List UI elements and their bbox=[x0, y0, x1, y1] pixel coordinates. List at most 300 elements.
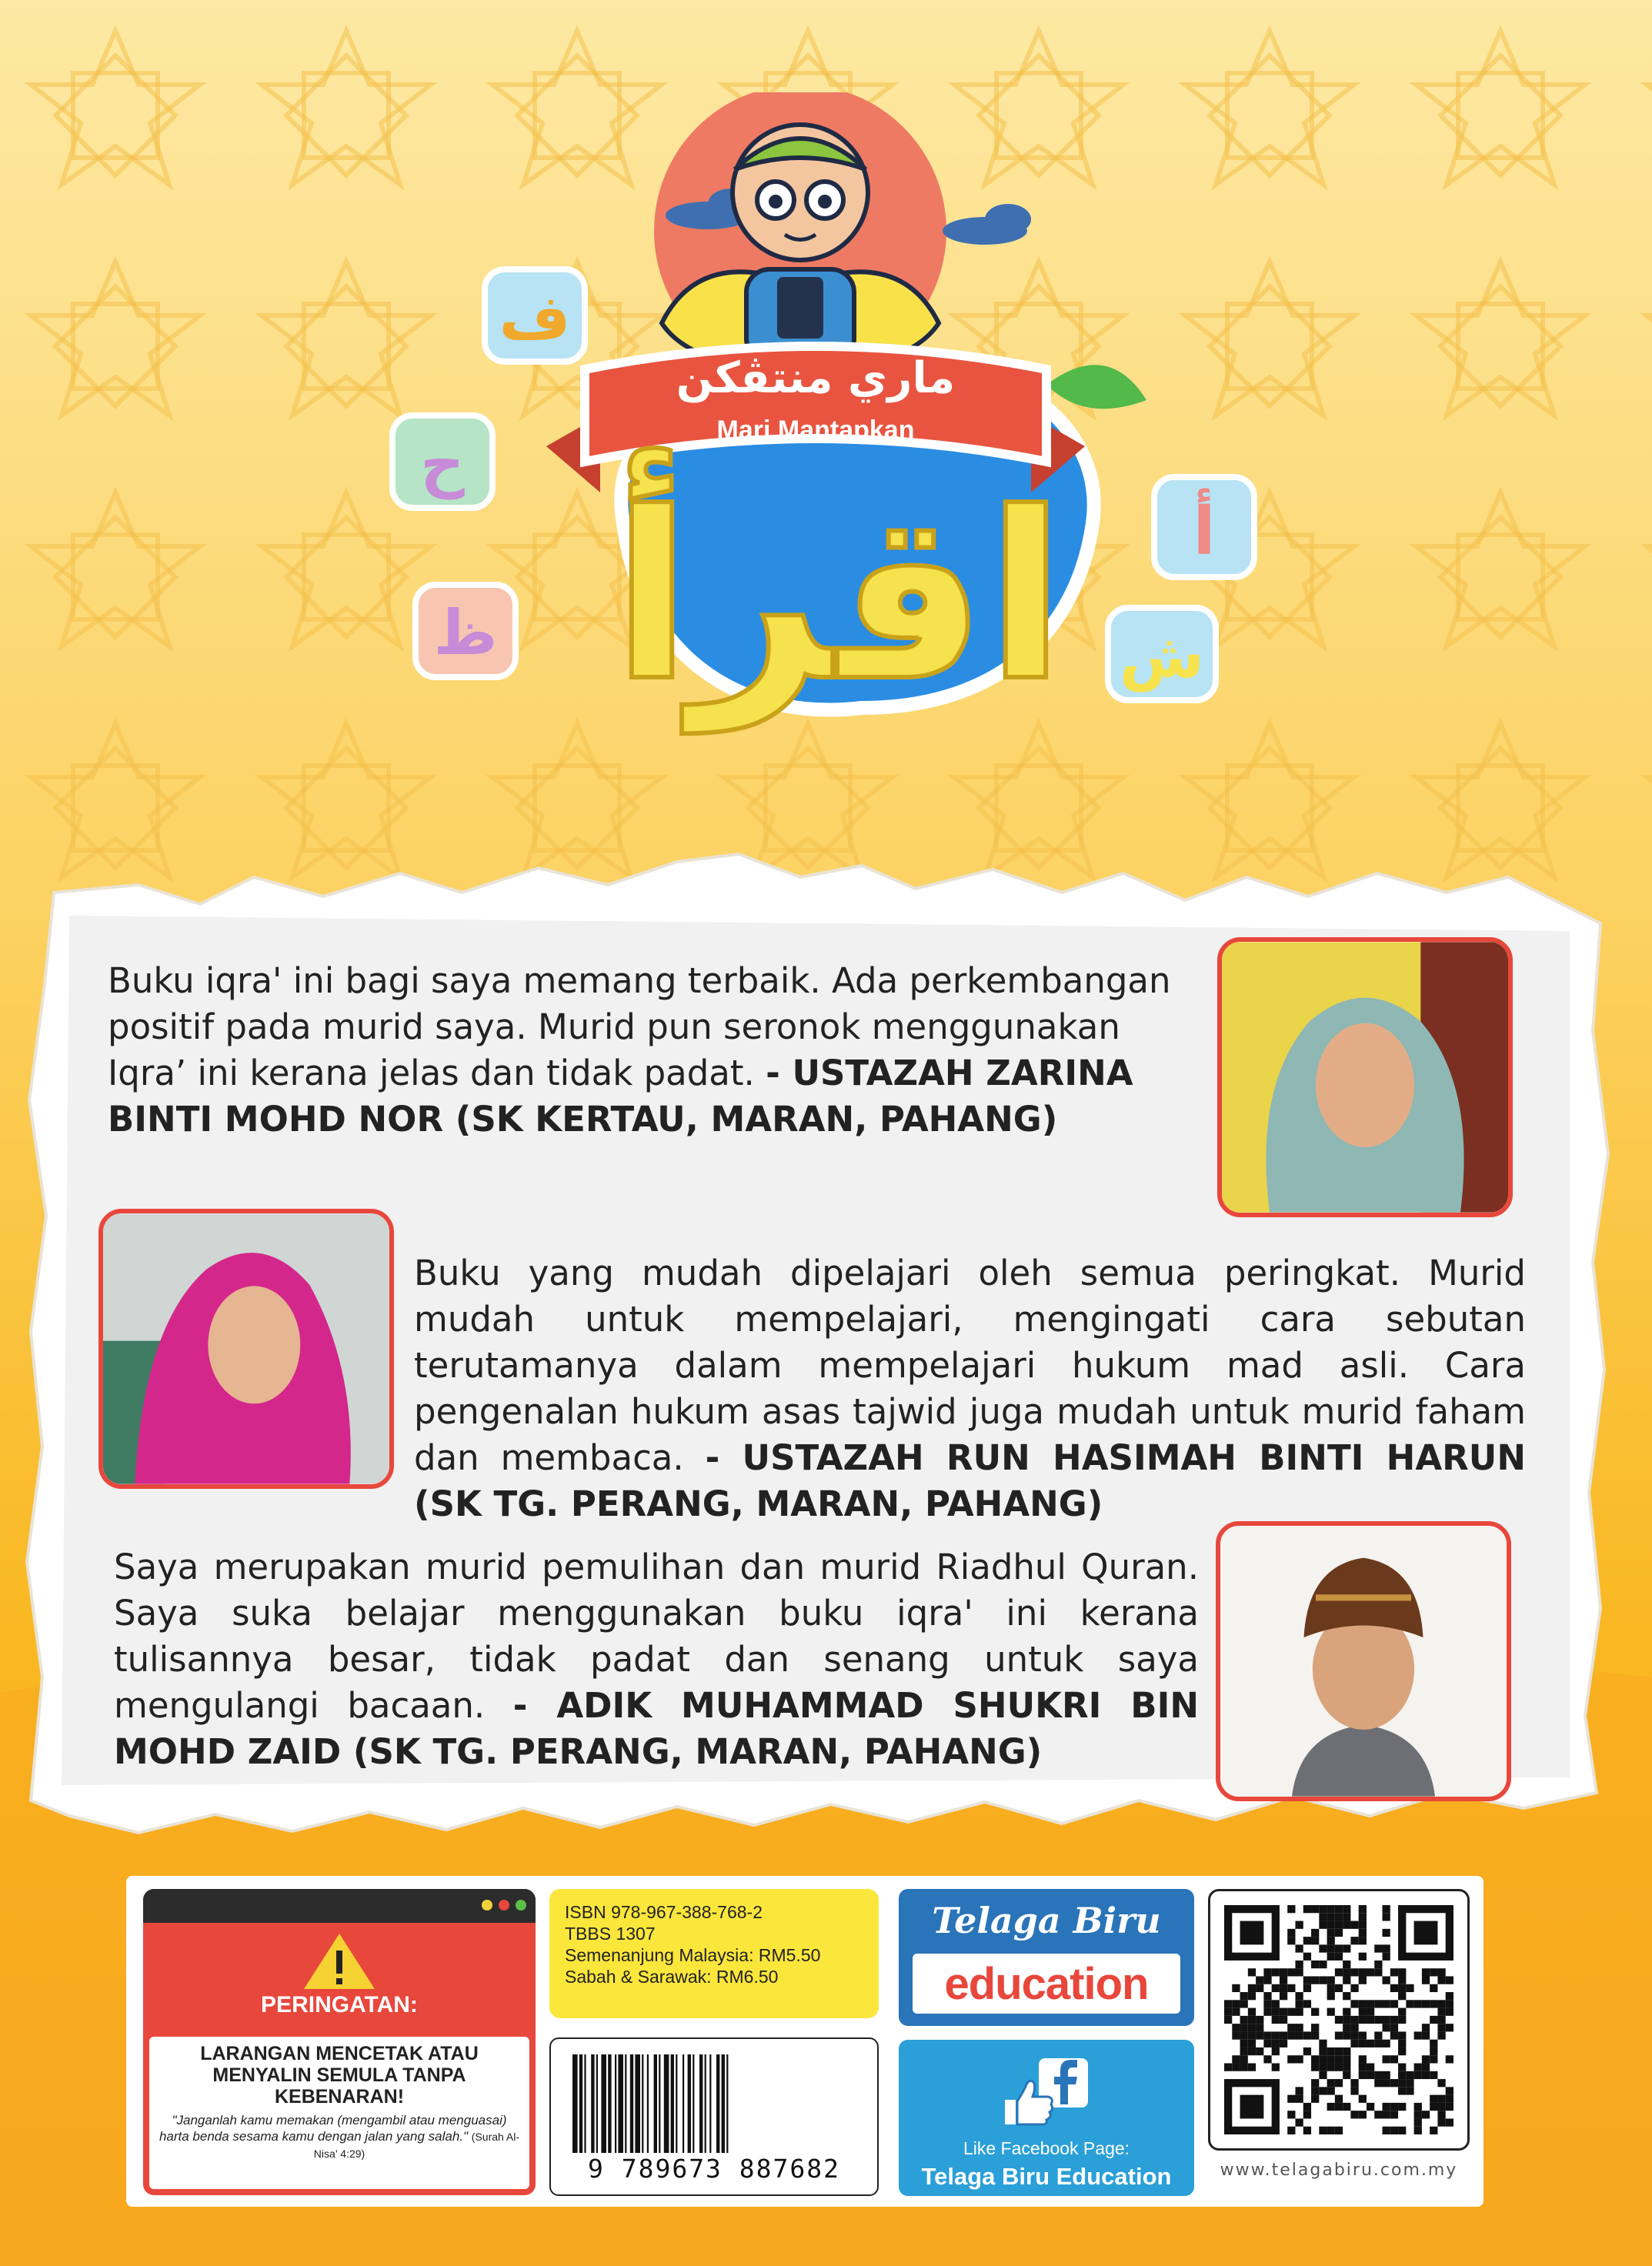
qr-module bbox=[1311, 2024, 1319, 2031]
qr-module bbox=[1232, 2024, 1240, 2031]
qr-module bbox=[1383, 2016, 1390, 2024]
testimonial-2-text: Buku yang mudah dipelajari oleh semua peringkat. Murid mudah untuk mempelajari, mengingati cara sebutan terutamanya dalam mempelajari hukum mad asli. Cara pengenalan hukum asas tajwid juga mudah untuk murid faham dan membaca. bbox=[414, 1253, 1526, 1478]
qr-module bbox=[1311, 1937, 1319, 1944]
barcode-bar bbox=[596, 2054, 598, 2153]
qr-module bbox=[1437, 2118, 1445, 2126]
qr-module bbox=[1248, 1968, 1256, 1976]
qr-module bbox=[1335, 1944, 1343, 1952]
qr-module bbox=[1263, 2055, 1271, 2063]
qr-module bbox=[1232, 2008, 1240, 2016]
qr-module bbox=[1287, 2111, 1295, 2118]
qr-module bbox=[1383, 1913, 1390, 1921]
warning-title: PERINGATAN: bbox=[261, 1992, 418, 2017]
qr-module bbox=[1287, 1968, 1295, 1976]
qr-module bbox=[1367, 2000, 1374, 2007]
qr-module bbox=[1327, 1984, 1335, 1992]
warning-window-bar bbox=[143, 1889, 536, 1923]
qr-module bbox=[1390, 2111, 1398, 2118]
warning-quote-text: "Janganlah kamu memakan (mengambil atau menguasai) harta benda sesama kamu dengan jalan yang salah." bbox=[159, 2113, 507, 2144]
qr-module bbox=[1240, 2055, 1248, 2063]
qr-module bbox=[1240, 2064, 1248, 2071]
barcode-bar bbox=[688, 2054, 691, 2153]
testimonial-1-photo bbox=[1217, 937, 1513, 1217]
qr-module bbox=[1319, 2087, 1327, 2094]
qr-module bbox=[1232, 2000, 1240, 2007]
qr-module bbox=[1311, 2079, 1319, 2087]
qr-module bbox=[1311, 2055, 1319, 2063]
warning-box bbox=[143, 1889, 536, 2195]
qr-module bbox=[1327, 2047, 1335, 2055]
qr-module bbox=[1319, 1905, 1327, 1913]
qr-module bbox=[1295, 1921, 1303, 1929]
barcode-bar bbox=[608, 2054, 611, 2153]
qr-module bbox=[1343, 1921, 1350, 1929]
qr-module bbox=[1272, 1968, 1280, 1976]
qr-module bbox=[1327, 1937, 1335, 1944]
qr-module bbox=[1295, 2024, 1303, 2031]
qr-module bbox=[1287, 2008, 1295, 2016]
qr-module bbox=[1390, 1968, 1398, 1976]
qr-module bbox=[1272, 2040, 1280, 2047]
warning-quote bbox=[149, 2112, 529, 2162]
qr-module bbox=[1414, 2064, 1422, 2071]
qr-module bbox=[1374, 1944, 1382, 1952]
qr-module bbox=[1359, 2095, 1367, 2103]
qr-module bbox=[1359, 2016, 1367, 2024]
qr-module bbox=[1224, 2000, 1232, 2007]
qr-module bbox=[1343, 1961, 1350, 1968]
qr-module bbox=[1367, 2008, 1374, 2016]
qr-module bbox=[1256, 2016, 1263, 2024]
qr-module bbox=[1350, 2000, 1358, 2007]
product-code: TBBS 1307 bbox=[565, 1924, 656, 1944]
qr-module bbox=[1263, 2000, 1271, 2007]
qr-module bbox=[1350, 2016, 1358, 2024]
qr-module bbox=[1437, 2031, 1445, 2039]
qr-module bbox=[1327, 2008, 1335, 2016]
qr-module bbox=[1287, 1984, 1295, 1992]
iqra-logo-illustration bbox=[369, 92, 1277, 893]
qr-module bbox=[1248, 2024, 1256, 2031]
qr-module bbox=[1374, 2111, 1382, 2118]
qr-module bbox=[1437, 2079, 1445, 2087]
qr-module bbox=[1343, 2016, 1350, 2024]
qr-module bbox=[1232, 2064, 1240, 2071]
qr-module bbox=[1343, 2047, 1350, 2055]
qr-module bbox=[1280, 2040, 1287, 2047]
qr-module bbox=[1350, 1937, 1358, 1944]
qr-module bbox=[1383, 2040, 1390, 2047]
qr-module bbox=[1311, 2031, 1319, 2039]
qr-module bbox=[1327, 2079, 1335, 2087]
barcode-bar bbox=[630, 2054, 633, 2153]
warning-body bbox=[149, 2037, 529, 2189]
qr-module bbox=[1398, 2040, 1406, 2047]
qr-module bbox=[1319, 2127, 1327, 2134]
qr-module bbox=[1327, 2127, 1335, 2134]
qr-module bbox=[1319, 2055, 1327, 2063]
qr-module bbox=[1383, 1929, 1390, 1937]
qr-module bbox=[1327, 1992, 1335, 2000]
qr-module bbox=[1280, 1984, 1287, 1992]
qr-module bbox=[1430, 2095, 1437, 2103]
qr-module bbox=[1240, 2047, 1248, 2055]
qr-module bbox=[1263, 2040, 1271, 2047]
qr-module bbox=[1383, 2127, 1390, 2134]
qr-module bbox=[1343, 2008, 1350, 2016]
barcode-bar bbox=[615, 2054, 616, 2153]
qr-module bbox=[1437, 2024, 1445, 2031]
svg-text:ش: ش bbox=[1119, 620, 1205, 692]
qr-module bbox=[1319, 2040, 1327, 2047]
qr-module bbox=[1390, 2031, 1398, 2039]
barcode-bar bbox=[726, 2054, 728, 2153]
qr-module bbox=[1327, 1953, 1335, 1961]
qr-module bbox=[1422, 2024, 1430, 2031]
qr-module bbox=[1287, 1905, 1295, 1913]
qr-module bbox=[1437, 2103, 1445, 2111]
qr-module bbox=[1422, 2071, 1430, 2079]
qr-module bbox=[1256, 1984, 1263, 1992]
qr-code[interactable] bbox=[1208, 1889, 1470, 2151]
qr-module bbox=[1248, 1992, 1256, 2000]
barcode-bar bbox=[671, 2054, 674, 2153]
qr-module bbox=[1240, 2040, 1248, 2047]
qr-module bbox=[1398, 2047, 1406, 2055]
qr-module bbox=[1383, 2111, 1390, 2118]
qr-module bbox=[1263, 1976, 1271, 1984]
qr-module bbox=[1319, 1913, 1327, 1921]
qr-module bbox=[1398, 1968, 1406, 1976]
qr-module bbox=[1350, 2031, 1358, 2039]
qr-module bbox=[1430, 2000, 1437, 2007]
qr-module bbox=[1335, 2079, 1343, 2087]
isbn-number: ISBN 978-967-388-768-2 bbox=[565, 1902, 763, 1922]
qr-module bbox=[1446, 1992, 1453, 2000]
qr-module bbox=[1280, 1976, 1287, 1984]
qr-module bbox=[1350, 1921, 1358, 1929]
qr-module bbox=[1263, 1968, 1271, 1976]
qr-module bbox=[1343, 1976, 1350, 1984]
qr-module bbox=[1295, 2087, 1303, 2094]
qr-module bbox=[1256, 2024, 1263, 2031]
qr-module bbox=[1437, 2000, 1445, 2007]
barcode-bar bbox=[584, 2054, 586, 2153]
letter-bubble-shin bbox=[1108, 608, 1216, 700]
facebook-page-name[interactable]: Telaga Biru Education bbox=[921, 2163, 1172, 2190]
barcode-bar bbox=[642, 2054, 643, 2153]
barcode-bar bbox=[618, 2054, 623, 2153]
qr-module bbox=[1446, 2024, 1453, 2031]
qr-module bbox=[1335, 2047, 1343, 2055]
qr-module bbox=[1422, 1976, 1430, 1984]
qr-module bbox=[1437, 1968, 1445, 1976]
qr-module bbox=[1263, 1992, 1271, 2000]
barcode-bar bbox=[664, 2054, 669, 2153]
qr-module bbox=[1406, 2000, 1413, 2007]
qr-module bbox=[1240, 2024, 1248, 2031]
qr-module bbox=[1398, 2071, 1406, 2079]
qr-module bbox=[1422, 2111, 1430, 2118]
barcode-bar bbox=[676, 2054, 677, 2153]
facebook-box[interactable] bbox=[899, 2040, 1194, 2196]
qr-module bbox=[1303, 2047, 1311, 2055]
qr-module bbox=[1390, 2055, 1398, 2063]
barcode-bar bbox=[709, 2054, 711, 2153]
qr-module bbox=[1248, 2064, 1256, 2071]
qr-module bbox=[1390, 2127, 1398, 2134]
qr-module bbox=[1398, 2127, 1406, 2134]
qr-module bbox=[1295, 2095, 1303, 2103]
qr-module bbox=[1359, 1905, 1367, 1913]
qr-module bbox=[1446, 2055, 1453, 2063]
qr-module bbox=[1240, 2031, 1248, 2039]
qr-module bbox=[1280, 2016, 1287, 2024]
qr-module bbox=[1311, 2008, 1319, 2016]
qr-module bbox=[1446, 2000, 1453, 2007]
qr-module bbox=[1343, 1992, 1350, 2000]
qr-module bbox=[1390, 2103, 1398, 2111]
qr-module bbox=[1350, 1984, 1358, 1992]
qr-module bbox=[1350, 2079, 1358, 2087]
iqra-title: اقرأ bbox=[612, 463, 1066, 732]
qr-module bbox=[1359, 1937, 1367, 1944]
qr-module bbox=[1272, 2000, 1280, 2007]
barcode-digits: 9 789673 887682 bbox=[587, 2154, 840, 2184]
qr-module bbox=[1232, 2055, 1240, 2063]
barcode-bar bbox=[625, 2054, 626, 2153]
barcode-bar bbox=[654, 2054, 657, 2153]
letter-bubble-za bbox=[416, 585, 516, 677]
qr-module bbox=[1446, 2103, 1453, 2111]
qr-module bbox=[1327, 2103, 1335, 2111]
qr-module bbox=[1383, 2055, 1390, 2063]
qr-module bbox=[1327, 1905, 1335, 1913]
qr-module bbox=[1327, 2064, 1335, 2071]
qr-module bbox=[1414, 2031, 1422, 2039]
qr-module bbox=[1367, 2071, 1374, 2079]
qr-module bbox=[1232, 2031, 1240, 2039]
qr-module bbox=[1240, 1992, 1248, 2000]
qr-module bbox=[1295, 2118, 1303, 2126]
qr-module bbox=[1398, 2103, 1406, 2111]
qr-module bbox=[1248, 2047, 1256, 2055]
barcode-bar bbox=[591, 2054, 594, 2153]
qr-module bbox=[1327, 2087, 1335, 2094]
qr-module bbox=[1367, 2016, 1374, 2024]
qr-module bbox=[1414, 2127, 1422, 2134]
qr-finder-part bbox=[1414, 1921, 1438, 1945]
qr-module bbox=[1343, 2024, 1350, 2031]
qr-module bbox=[1359, 1913, 1367, 1921]
svg-text:ح: ح bbox=[420, 428, 465, 499]
facebook-like-icon bbox=[1000, 2054, 1093, 2131]
qr-module bbox=[1398, 1992, 1406, 2000]
facebook-like-label: Like Facebook Page: bbox=[963, 2138, 1130, 2158]
qr-module bbox=[1319, 2064, 1327, 2071]
warning-main-text: LARANGAN MENCETAK ATAU MENYALIN SEMULA TANPA KEBENARAN! bbox=[200, 2043, 479, 2107]
qr-module bbox=[1359, 2064, 1367, 2071]
qr-module bbox=[1327, 1944, 1335, 1952]
window-dot-yellow bbox=[482, 1900, 492, 1911]
svg-text:أ: أ bbox=[1193, 493, 1216, 570]
qr-module bbox=[1398, 1984, 1406, 1992]
qr-code-pattern bbox=[1224, 1905, 1453, 2134]
isbn-box bbox=[549, 1889, 879, 2018]
qr-module bbox=[1398, 2087, 1406, 2094]
qr-module bbox=[1383, 2079, 1390, 2087]
qr-module bbox=[1248, 1984, 1256, 1992]
qr-module bbox=[1414, 2118, 1422, 2126]
qr-module bbox=[1359, 1921, 1367, 1929]
qr-module bbox=[1295, 2008, 1303, 2016]
qr-module bbox=[1359, 1929, 1367, 1937]
qr-module bbox=[1422, 2064, 1430, 2071]
qr-module bbox=[1430, 2055, 1437, 2063]
qr-module bbox=[1374, 2071, 1382, 2079]
qr-module bbox=[1422, 2031, 1430, 2039]
qr-module bbox=[1383, 1976, 1390, 1984]
qr-module bbox=[1287, 2024, 1295, 2031]
qr-module bbox=[1343, 2064, 1350, 2071]
qr-module bbox=[1295, 1944, 1303, 1952]
qr-module bbox=[1303, 2111, 1311, 2118]
qr-module bbox=[1319, 2047, 1327, 2055]
qr-module bbox=[1303, 1905, 1311, 1913]
qr-module bbox=[1390, 2016, 1398, 2024]
qr-module bbox=[1446, 2087, 1453, 2094]
qr-module bbox=[1311, 1976, 1319, 1984]
qr-module bbox=[1383, 2103, 1390, 2111]
barcode bbox=[549, 2037, 879, 2196]
qr-module bbox=[1224, 2064, 1232, 2071]
qr-module bbox=[1350, 2024, 1358, 2031]
qr-module bbox=[1287, 2031, 1295, 2039]
qr-module bbox=[1359, 2008, 1367, 2016]
qr-module bbox=[1446, 2095, 1453, 2103]
testimonial-3-text: Saya merupakan murid pemulihan dan murid Riadhul Quran. Saya suka belajar menggunakan buku iqra' ini kerana tulisannya besar, tidak padat dan senang untuk saya mengulangi bacaan. bbox=[114, 1547, 1199, 1726]
qr-module bbox=[1383, 1944, 1390, 1952]
qr-module bbox=[1335, 1913, 1343, 1921]
qr-module bbox=[1374, 2031, 1382, 2039]
qr-module bbox=[1335, 1905, 1343, 1913]
qr-module bbox=[1280, 1992, 1287, 2000]
qr-module bbox=[1414, 2071, 1422, 2079]
qr-module bbox=[1350, 2087, 1358, 2094]
qr-finder-part bbox=[1240, 2095, 1264, 2119]
qr-module bbox=[1422, 2000, 1430, 2007]
barcode-bar bbox=[699, 2054, 703, 2153]
qr-finder-part bbox=[1240, 1921, 1264, 1945]
qr-module bbox=[1248, 2031, 1256, 2039]
qr-module bbox=[1303, 1953, 1311, 1961]
qr-module bbox=[1224, 2016, 1232, 2024]
qr-module bbox=[1437, 2111, 1445, 2118]
qr-module bbox=[1359, 2055, 1367, 2063]
qr-module bbox=[1422, 1968, 1430, 1976]
qr-module bbox=[1272, 1984, 1280, 1992]
website-url[interactable]: www.telagabiru.com.my bbox=[1220, 2161, 1458, 2180]
qr-module bbox=[1343, 2031, 1350, 2039]
qr-module bbox=[1383, 2000, 1390, 2007]
qr-module bbox=[1367, 2040, 1374, 2047]
qr-module bbox=[1335, 1953, 1343, 1961]
qr-module bbox=[1406, 1984, 1413, 1992]
qr-module bbox=[1367, 1968, 1374, 1976]
qr-module bbox=[1280, 1968, 1287, 1976]
qr-module bbox=[1280, 2008, 1287, 2016]
qr-module bbox=[1248, 2016, 1256, 2024]
qr-module bbox=[1319, 1961, 1327, 1968]
qr-module bbox=[1272, 2031, 1280, 2039]
qr-module bbox=[1319, 2071, 1327, 2079]
qr-module bbox=[1232, 1984, 1240, 1992]
qr-module bbox=[1374, 2000, 1382, 2007]
qr-module bbox=[1335, 2055, 1343, 2063]
qr-module bbox=[1367, 2103, 1374, 2111]
qr-module bbox=[1303, 2103, 1311, 2111]
letter-bubble-alif bbox=[1154, 477, 1254, 577]
qr-module bbox=[1398, 2016, 1406, 2024]
qr-module bbox=[1374, 2079, 1382, 2087]
qr-module bbox=[1240, 2016, 1248, 2024]
letter-bubble-fa bbox=[485, 269, 585, 362]
qr-module bbox=[1240, 2000, 1248, 2007]
qr-module bbox=[1398, 2064, 1406, 2071]
qr-module bbox=[1343, 2103, 1350, 2111]
qr-module bbox=[1335, 1921, 1343, 1929]
testimonial-3-author: - ADIK MUHAMMAD SHUKRI BIN MOHD ZAID (SK TG. PERANG, MARAN, PAHANG) bbox=[114, 1685, 1199, 1772]
price-east: Sabah & Sarawak: RM6.50 bbox=[565, 1967, 779, 1987]
window-dot-green bbox=[516, 1900, 526, 1911]
qr-module bbox=[1359, 1976, 1367, 1984]
qr-module bbox=[1311, 2064, 1319, 2071]
qr-module bbox=[1430, 2103, 1437, 2111]
qr-module bbox=[1303, 2127, 1311, 2134]
qr-module bbox=[1430, 2127, 1437, 2134]
barcode-bar bbox=[659, 2054, 660, 2153]
ribbon-latin-text: Mari Mantapkan bbox=[716, 415, 915, 445]
qr-module bbox=[1390, 2000, 1398, 2007]
qr-module bbox=[1319, 1976, 1327, 1984]
qr-module bbox=[1272, 2008, 1280, 2016]
qr-module bbox=[1303, 1937, 1311, 1944]
qr-module bbox=[1406, 2071, 1413, 2079]
qr-module bbox=[1295, 1968, 1303, 1976]
qr-module bbox=[1248, 2008, 1256, 2016]
qr-module bbox=[1359, 2111, 1367, 2118]
qr-module bbox=[1335, 1929, 1343, 1937]
qr-module bbox=[1335, 2095, 1343, 2103]
qr-module bbox=[1422, 2055, 1430, 2063]
qr-module bbox=[1280, 2031, 1287, 2039]
qr-module bbox=[1437, 2016, 1445, 2024]
qr-module bbox=[1272, 2047, 1280, 2055]
qr-module bbox=[1437, 1976, 1445, 1984]
qr-module bbox=[1295, 1961, 1303, 1968]
qr-module bbox=[1374, 1961, 1382, 1968]
ribbon-jawi-text: ماري منتڤكن bbox=[676, 353, 956, 403]
qr-module bbox=[1446, 2008, 1453, 2016]
qr-module bbox=[1287, 2055, 1295, 2063]
qr-module bbox=[1414, 2111, 1422, 2118]
qr-module bbox=[1256, 1976, 1263, 1984]
qr-module bbox=[1343, 1913, 1350, 1921]
qr-module bbox=[1383, 1953, 1390, 1961]
logo-telaga-biru-text: Telaga Biru bbox=[932, 1900, 1161, 1941]
qr-module bbox=[1359, 1968, 1367, 1976]
qr-module bbox=[1303, 1976, 1311, 1984]
